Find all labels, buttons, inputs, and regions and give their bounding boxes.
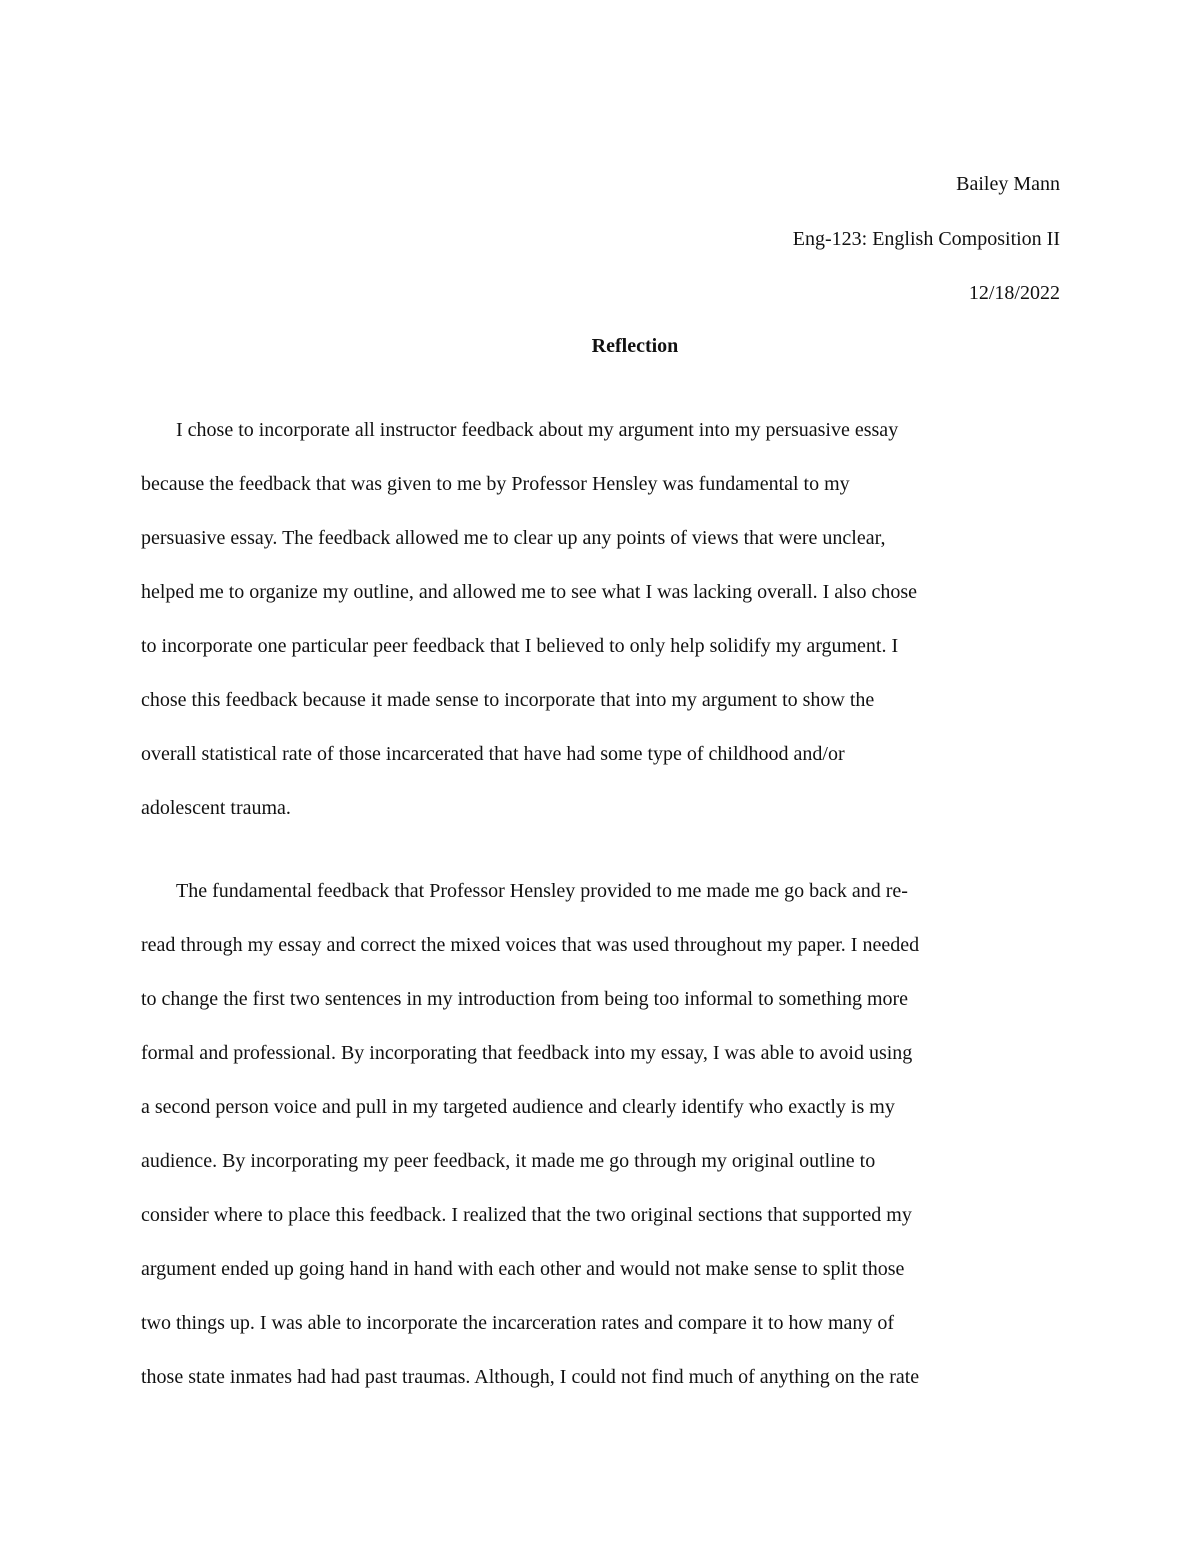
paragraph-line: I chose to incorporate all instructor feedback about my argument into my persuasive essay — [176, 419, 899, 441]
paragraph-line: chose this feedback because it made sense to incorporate that into my argument to show the — [141, 689, 875, 711]
paragraph-line: two things up. I was able to incorporate the incarceration rates and compare it to how many of — [141, 1312, 895, 1334]
paragraph-line: consider where to place this feedback. I realized that the two original sections that supported my — [141, 1204, 912, 1226]
course-name: Eng-123: English Composition II — [792, 228, 1060, 250]
paragraph-line: overall statistical rate of those incarcerated that have had some type of childhood and/or — [141, 743, 845, 765]
paragraph-line: helped me to organize my outline, and allowed me to see what I was lacking overall. I also chose — [141, 581, 918, 603]
paragraph-line: those state inmates had had past traumas. Although, I could not find much of anything on the rate — [141, 1366, 920, 1388]
author-name: Bailey Mann — [956, 173, 1060, 195]
paragraph-line: adolescent trauma. — [141, 797, 291, 819]
paragraph-line: because the feedback that was given to me by Professor Hensley was fundamental to my — [141, 473, 850, 495]
paragraph-line: The fundamental feedback that Professor Hensley provided to me made me go back and re- — [176, 880, 908, 902]
paragraph-line: to incorporate one particular peer feedback that I believed to only help solidify my argument. I — [141, 635, 899, 657]
paragraph-line: formal and professional. By incorporating that feedback into my essay, I was able to avoid using — [141, 1042, 913, 1064]
paragraph-line: a second person voice and pull in my targeted audience and clearly identify who exactly is my — [141, 1096, 895, 1118]
paragraph-line: argument ended up going hand in hand with each other and would not make sense to split those — [141, 1258, 905, 1280]
paragraph-line: persuasive essay. The feedback allowed me to clear up any points of views that were unclear, — [141, 527, 886, 549]
paragraph-line: to change the first two sentences in my introduction from being too informal to something more — [141, 988, 909, 1010]
paragraph-line: read through my essay and correct the mixed voices that was used throughout my paper. I needed — [141, 934, 920, 956]
paragraph-line: audience. By incorporating my peer feedback, it made me go through my original outline to — [141, 1150, 876, 1172]
document-title: Reflection — [591, 335, 679, 357]
submission-date: 12/18/2022 — [968, 282, 1060, 304]
